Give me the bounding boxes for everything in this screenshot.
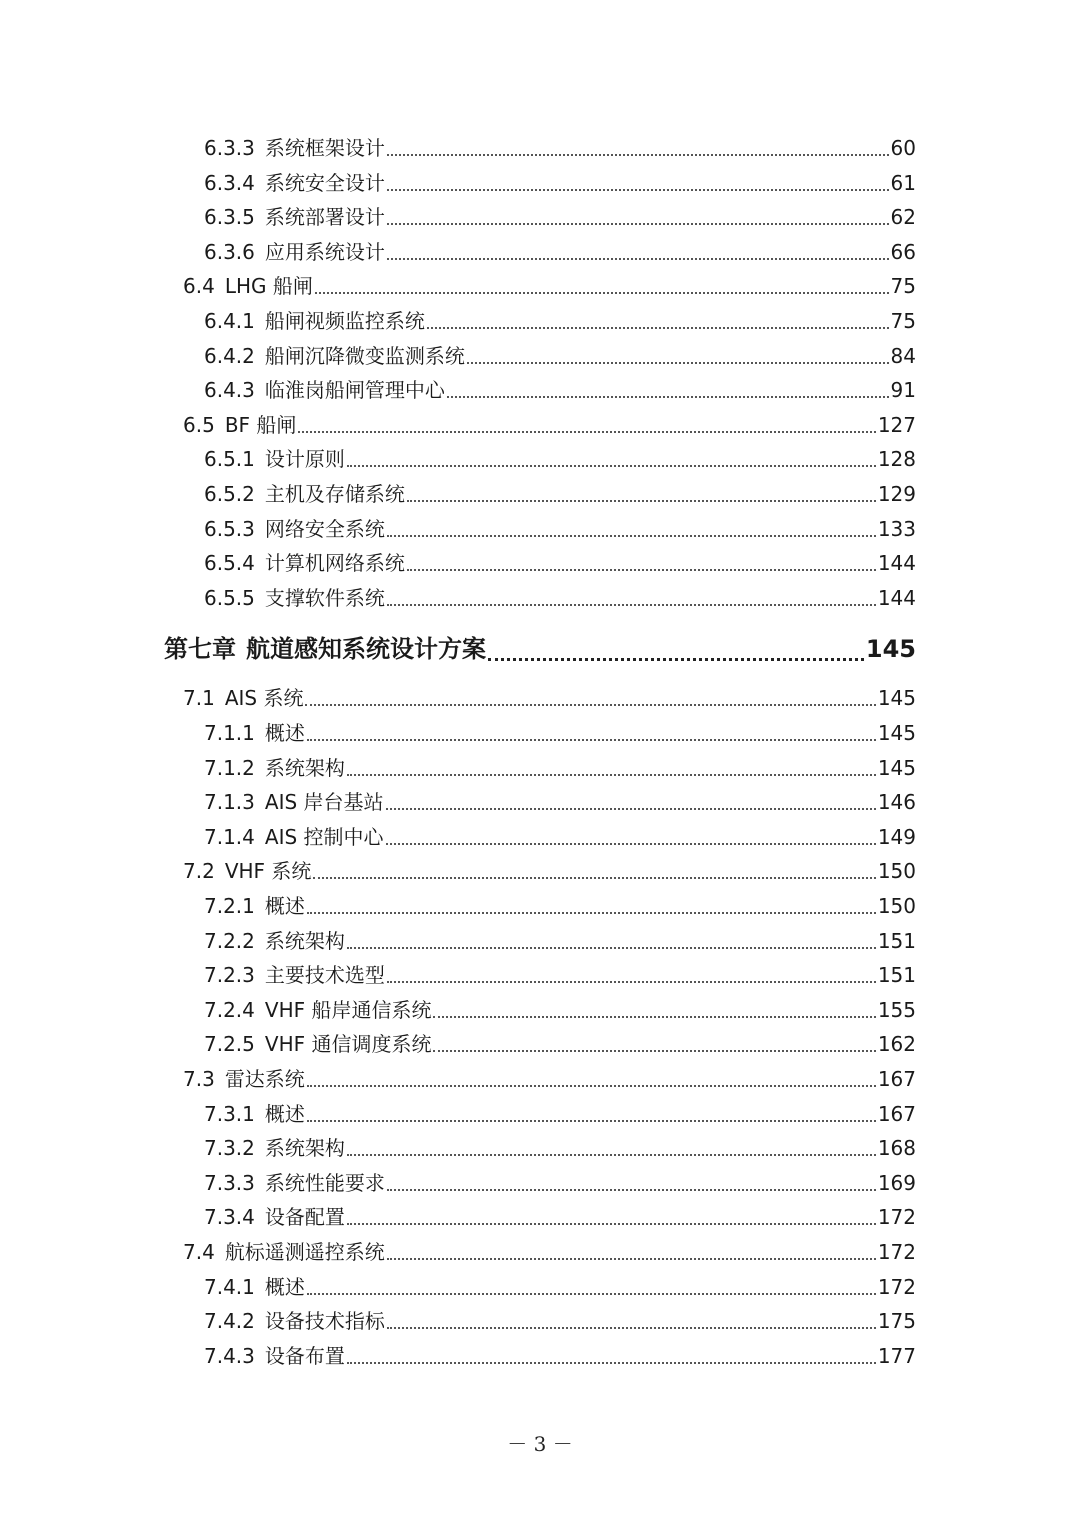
toc-entry-title: 航道感知系统设计方案 [246,635,486,664]
toc-entry-page: 167 [877,1101,916,1126]
toc-entry-number: 7.2.1 [204,894,255,918]
toc-entry[interactable] [204,924,916,958]
toc-entry-page: 133 [877,516,916,541]
toc-entry[interactable] [204,820,916,854]
toc-entry[interactable] [183,1235,916,1269]
dot-leader [427,327,889,329]
toc-entry-title: 系统架构 [264,1136,345,1161]
toc-entry-title: 概述 [264,894,305,918]
toc-entry-title: 雷达系统 [224,1067,305,1091]
toc-entry-page: 175 [877,1309,916,1334]
dot-leader [347,774,876,776]
toc-entry-title: 概述 [264,1274,305,1299]
toc-entry[interactable] [204,546,916,580]
toc-entry[interactable] [204,958,916,992]
toc-entry-page: 155 [877,997,916,1022]
toc-entry[interactable] [183,681,916,715]
toc-entry-page: 145 [877,755,916,780]
toc-entry-number: 6.3.4 [204,170,255,195]
toc-entry-title: VHF 系统 [224,859,312,884]
toc-entry-page: 145 [865,635,916,664]
toc-entry-number: 7.2 [183,859,215,884]
toc-entry[interactable] [204,235,916,269]
toc-entry[interactable] [204,1097,916,1131]
toc-entry-title: 主要技术选型 [264,963,385,988]
toc-entry[interactable] [204,304,916,338]
toc-entry-page: 149 [877,824,916,849]
toc-entry[interactable] [204,1027,916,1061]
dot-leader [386,843,876,845]
toc-entry-number: 6.5.4 [204,551,255,576]
toc-entry-page: 169 [877,1170,916,1195]
dot-leader [387,604,876,606]
toc-entry-page: 145 [877,721,916,745]
toc-entry-page: 144 [877,585,916,610]
dot-leader [307,739,876,741]
toc-entry[interactable] [204,751,916,785]
toc-entry-number: 7.1.3 [204,790,255,815]
toc-entry-title: 船闸视频监控系统 [264,309,425,333]
dot-leader [467,362,889,364]
toc-entry[interactable] [183,1062,916,1096]
dot-leader [386,808,876,810]
toc-entry-number: 7.3.4 [204,1205,255,1230]
toc-entry-number: 7.4 [183,1240,215,1264]
toc-entry[interactable] [183,408,916,442]
dot-leader [407,569,876,571]
toc-entry-number: 7.2.5 [204,1032,255,1057]
toc-entry-page: 150 [877,859,916,884]
toc-entry-number: 7.4.2 [204,1309,255,1334]
toc-entry[interactable] [204,477,916,511]
toc-entry-number: 6.3.6 [204,239,255,264]
toc-entry[interactable] [183,269,916,303]
toc-entry-page: 167 [877,1067,916,1091]
toc-entry-title: 概述 [264,721,305,745]
toc-entry-page: 172 [877,1274,916,1299]
toc-entry-page: 128 [877,447,916,472]
toc-entry-title: LHG 船闸 [224,274,313,299]
toc-entry-number: 6.5.1 [204,447,255,472]
dot-leader [387,258,889,260]
toc-entry-number: 7.3.3 [204,1170,255,1195]
toc-entry-page: 172 [877,1240,916,1264]
toc-entry-number: 7.2.3 [204,963,255,988]
toc-entry-title: AIS 岸台基站 [264,790,384,815]
toc-entry-title: AIS 系统 [224,686,304,711]
dot-leader [447,396,889,398]
toc-entry-number: 7.4.1 [204,1274,255,1299]
toc-entry-page: 150 [877,894,916,918]
toc-entry-title: VHF 通信调度系统 [264,1032,432,1057]
toc-entry-number: 7.2.2 [204,928,255,953]
toc-entry-title: 系统框架设计 [264,136,385,160]
toc-entry[interactable] [204,1304,916,1338]
toc-entry-number: 6.4.2 [204,343,255,368]
toc-entry-title: 临淮岗船闸管理中心 [264,378,445,403]
toc-entry-page: 66 [890,239,916,264]
dot-leader [298,431,875,433]
toc-entry-number: 7.3.1 [204,1101,255,1126]
dot-leader [347,1223,876,1225]
toc-entry-number: 7.3 [183,1067,215,1091]
toc-entry-title: 支撑软件系统 [264,585,385,610]
toc-entry-number: 6.4 [183,274,215,299]
toc-entry-page: 151 [877,963,916,988]
toc-entry[interactable] [204,200,916,234]
dot-leader [307,912,876,914]
toc-entry-page: 177 [877,1343,916,1368]
toc-entry-number: 6.5.2 [204,482,255,506]
toc-entry-page: 75 [890,309,916,333]
dot-leader [407,500,876,502]
toc-entry-page: 146 [877,790,916,815]
toc-entry[interactable] [204,716,916,750]
toc-entry[interactable] [204,339,916,373]
page-number-footer: － 3 － [507,1432,573,1456]
dot-leader [488,658,864,661]
toc-entry-number: 6.5.3 [204,516,255,541]
toc-entry-page: 62 [890,205,916,230]
dot-leader [387,189,889,191]
dot-leader [347,1154,876,1156]
dot-leader [347,947,876,949]
toc-entry[interactable] [204,166,916,200]
toc-entry-number: 7.2.4 [204,997,255,1022]
dot-leader [307,1085,876,1087]
toc-entry-page: 127 [877,412,916,437]
toc-entry[interactable] [204,131,916,165]
toc-entry-title: 设备配置 [264,1205,345,1230]
toc-entry-number: 6.3.3 [204,136,255,160]
dot-leader [305,704,875,706]
dot-leader [387,154,889,156]
toc-entry[interactable] [204,785,916,819]
toc-entry-page: 84 [890,343,916,368]
toc-entry-page: 129 [877,482,916,506]
toc-entry-number: 6.5.5 [204,585,255,610]
toc-entry-title: 概述 [264,1101,305,1126]
toc-entry-page: 162 [877,1032,916,1057]
toc-entry-number: 7.1 [183,686,215,711]
toc-entry-title: 设备布置 [264,1343,345,1368]
dot-leader [387,535,876,537]
toc-entry-title: 系统部署设计 [264,205,385,230]
toc-entry-page: 151 [877,928,916,953]
toc-entry-page: 61 [890,170,916,195]
toc-entry-title: 船闸沉降微变监测系统 [264,343,465,368]
toc-entry-title: AIS 控制中心 [264,824,384,849]
toc-entry-title: 系统安全设计 [264,170,385,195]
toc-entry-number: 6.4.1 [204,309,255,333]
toc-entry-page: 75 [890,274,916,299]
toc-chapter-entry[interactable] [164,629,916,669]
toc-entry-page: 168 [877,1136,916,1161]
dot-leader [387,1258,876,1260]
toc-entry[interactable] [204,993,916,1027]
dot-leader [387,981,876,983]
dot-leader [387,1189,876,1191]
dot-leader [387,223,889,225]
toc-entry-title: BF 船闸 [224,412,297,437]
toc-entry-page: 172 [877,1205,916,1230]
dot-leader [433,1016,875,1018]
dot-leader [315,292,889,294]
toc-entry-title: 设备技术指标 [264,1309,385,1334]
toc-entry-title: 系统架构 [264,755,345,780]
toc-entry-title: 设计原则 [264,447,345,472]
toc-entry-number: 第七章 [164,635,236,664]
toc-entry-title: 航标遥测遥控系统 [224,1240,385,1264]
toc-entry[interactable] [204,581,916,615]
toc-entry[interactable] [183,854,916,888]
toc-entry-title: 主机及存储系统 [264,482,405,506]
toc-entry-page: 60 [890,136,916,160]
dot-leader [347,1362,876,1364]
toc-entry-page: 145 [877,686,916,711]
dot-leader [347,465,876,467]
toc-entry-title: 应用系统设计 [264,239,385,264]
toc-entry[interactable] [204,1166,916,1200]
dot-leader [313,877,875,879]
toc-entry-number: 7.1.2 [204,755,255,780]
toc-entry[interactable] [204,442,916,476]
toc-entry-number: 6.5 [183,412,215,437]
dot-leader [307,1120,876,1122]
toc-entry-number: 7.1.4 [204,824,255,849]
toc-entry-number: 6.4.3 [204,378,255,403]
toc-entry-number: 7.3.2 [204,1136,255,1161]
toc-entry-number: 7.1.1 [204,721,255,745]
toc-entry-title: 计算机网络系统 [264,551,405,576]
toc-entry-number: 7.4.3 [204,1343,255,1368]
toc-entry[interactable] [204,1200,916,1234]
toc-entry-page: 144 [877,551,916,576]
toc-entry[interactable] [204,1339,916,1373]
toc-entry[interactable] [204,889,916,923]
toc-entry-title: 系统性能要求 [264,1170,385,1195]
dot-leader [433,1050,875,1052]
toc-entry[interactable] [204,512,916,546]
toc-entry-title: VHF 船岸通信系统 [264,997,432,1022]
toc-entry-title: 网络安全系统 [264,516,385,541]
toc-entry[interactable] [204,1270,916,1304]
dot-leader [387,1327,876,1329]
toc-entry[interactable] [204,1131,916,1165]
dot-leader [307,1293,876,1295]
toc-entry-number: 6.3.5 [204,205,255,230]
toc-entry-page: 91 [890,378,916,403]
toc-entry-title: 系统架构 [264,928,345,953]
toc-entry[interactable] [204,373,916,407]
